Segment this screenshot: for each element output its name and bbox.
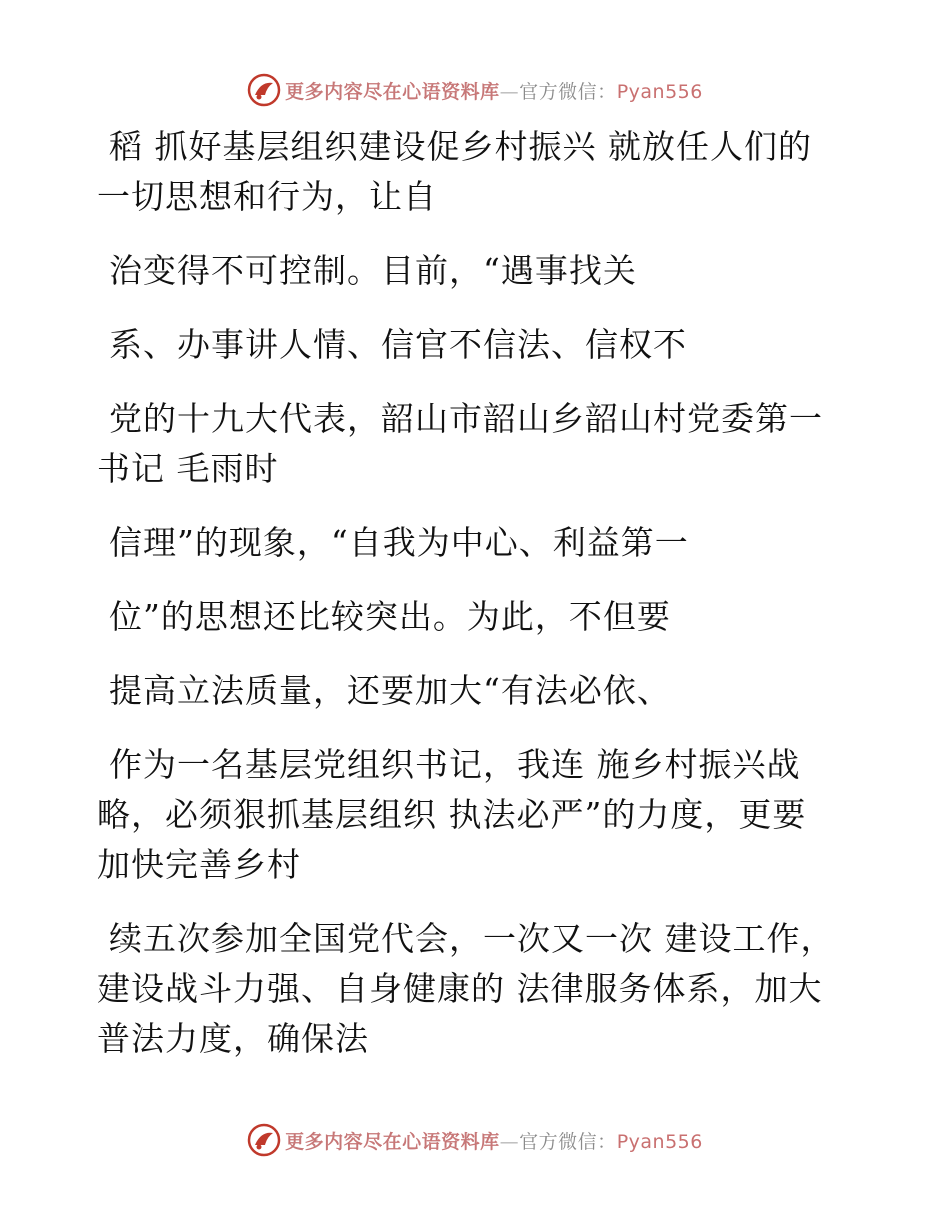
paragraph: [97, 518, 842, 568]
text-line: 系、办事讲人情、信官不信法、信权不: [109, 325, 687, 364]
library-logo-icon: [247, 73, 281, 107]
paragraph: [97, 320, 842, 370]
watermark-text: 更多内容尽在心语资料库—官方微信：Pyan556: [285, 1130, 703, 1153]
text-line: 一切思想和行为，让自: [97, 177, 437, 216]
paragraph: [97, 914, 842, 1064]
footer-watermark: [0, 1120, 950, 1160]
text-line: 普法力度，确保法: [97, 1019, 369, 1058]
text-line: 党的十九大代表，韶山市韶山乡韶山村党委第一: [109, 399, 823, 438]
text-line: 治变得不可控制。目前，“遇事找关: [109, 251, 637, 290]
text-line: 稻 抓好基层组织建设促乡村振兴 就放任人们的: [109, 127, 812, 166]
text-line: 略，必须狠抓基层组织 执法必严”的力度，更要: [97, 795, 807, 834]
text-line: 作为一名基层党组织书记，我连 施乡村振兴战: [109, 745, 801, 784]
text-line: 信理”的现象，“自我为中心、利益第一: [109, 523, 689, 562]
watermark-text: 更多内容尽在心语资料库—官方微信：Pyan556: [285, 80, 703, 103]
paragraph: [97, 666, 842, 716]
text-line: 加快完善乡村: [97, 845, 301, 884]
document-body: [97, 122, 842, 1088]
text-line: 书记 毛雨时: [97, 449, 279, 488]
header-watermark: [0, 70, 950, 110]
text-line: 位”的思想还比较突出。为此，不但要: [109, 597, 671, 636]
paragraph: [97, 394, 842, 494]
paragraph: [97, 740, 842, 890]
library-logo-icon: [247, 1123, 281, 1157]
text-line: 建设战斗力强、自身健康的 法律服务体系，加大: [97, 969, 823, 1008]
text-line: 提高立法质量，还要加大“有法必依、: [109, 671, 671, 710]
paragraph: [97, 122, 842, 222]
text-line: 续五次参加全国党代会，一次又一次 建设工作，: [109, 919, 835, 958]
paragraph: [97, 246, 842, 296]
paragraph: [97, 592, 842, 642]
